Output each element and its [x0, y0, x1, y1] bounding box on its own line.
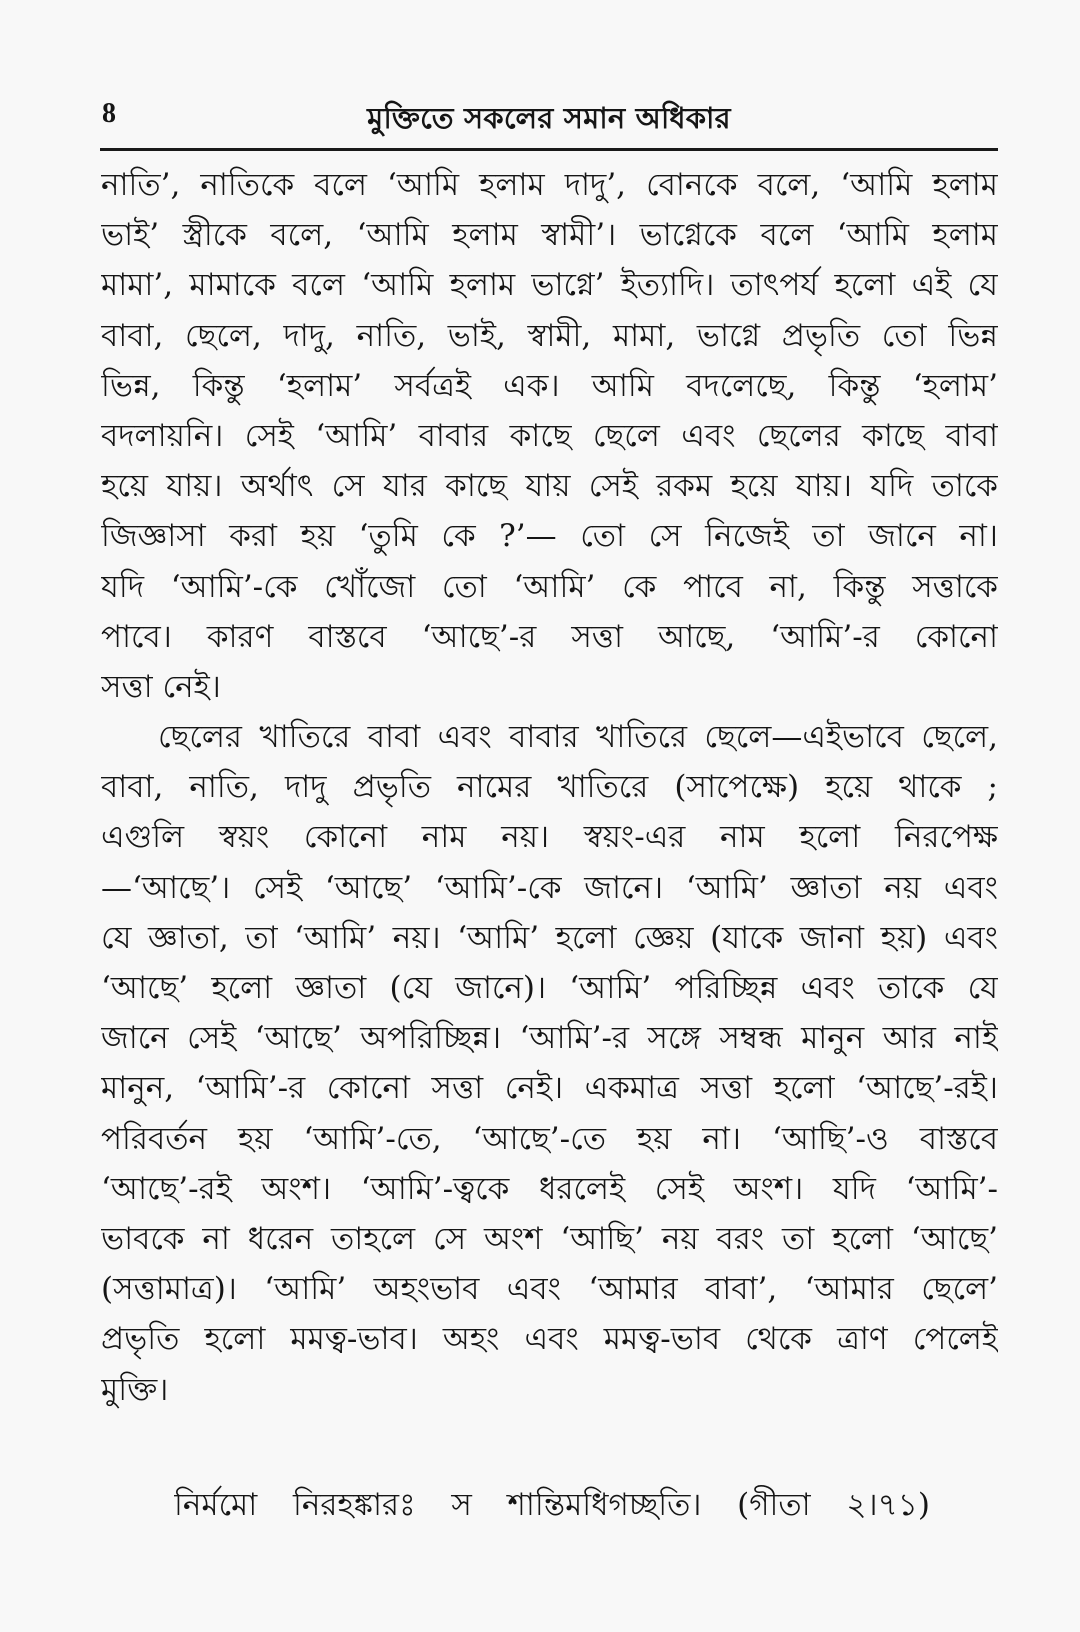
body-line: মুক্তি। — [101, 1371, 169, 1408]
body-line: পাবে। কারণ বাস্তবে ‘আছে’-র সত্তা আছে, ‘আমি’-র কোনো — [101, 618, 998, 655]
body-line: জিজ্ঞাসা করা হয় ‘তুমি কে ?’— তো সে নিজেই তা জানে না। — [101, 518, 998, 555]
body-line: ছেলের খাতিরে বাবা এবং বাবার খাতিরে ছেলে—এইভাবে ছেলে, — [158, 719, 998, 756]
body-line: ‘আছে’-রই অংশ। ‘আমি’-ত্বকে ধরলেই সেই অংশ। যদি ‘আমি’- — [101, 1170, 998, 1207]
body-line: নাতি’, নাতিকে বলে ‘আমি হলাম দাদু’, বোনকে বলে, ‘আমি হলাম — [101, 167, 998, 203]
body-line: (সত্তামাত্র)। ‘আমি’ অহংভাব এবং ‘আমার বাবা’, ‘আমার ছেলে’ — [101, 1271, 998, 1308]
body-line: পরিবর্তন হয় ‘আমি’-তে, ‘আছে’-তে হয় না। ‘আছি’-ও বাস্তবে — [101, 1120, 998, 1157]
body-line: ভাবকে না ধরেন তাহলে সে অংশ ‘আছি’ নয় বরং তা হলো ‘আছে’ — [101, 1220, 998, 1257]
body-line: সত্তা নেই। — [101, 668, 221, 705]
page-body — [101, 160, 998, 1415]
body-line: যে জ্ঞাতা, তা ‘আমি’ নয়। ‘আমি’ হলো জ্ঞেয় (যাকে জানা হয়) এবং — [101, 919, 998, 956]
body-line: বাবা, ছেলে, দাদু, নাতি, ভাই, স্বামী, মামা, ভাগ্নে প্রভৃতি তো ভিন্ন — [101, 317, 998, 354]
body-line: বদলায়নি। সেই ‘আমি’ বাবার কাছে ছেলে এবং ছেলের কাছে বাবা — [101, 417, 998, 454]
running-title: মুক্তিতে সকলের সমান অধিকার — [367, 101, 731, 135]
body-line: প্রভৃতি হলো মমত্ব-ভাব। অহং এবং মমত্ব-ভাব থেকে ত্রাণ পেলেই — [101, 1321, 998, 1358]
body-line: এগুলি স্বয়ং কোনো নাম নয়। স্বয়ং-এর নাম হলো নিরপেক্ষ — [101, 819, 998, 856]
body-line: বাবা, নাতি, দাদু প্রভৃতি নামের খাতিরে (সাপেক্ষে) হয়ে থাকে ; — [101, 769, 998, 806]
body-line: জানে সেই ‘আছে’ অপরিচ্ছিন্ন। ‘আমি’-র সঙ্গে সম্বন্ধ মানুন আর নাই — [101, 1020, 998, 1057]
body-line: —‘আছে’। সেই ‘আছে’ ‘আমি’-কে জানে। ‘আমি’ জ্ঞাতা নয় এবং — [101, 869, 998, 906]
gita-quote: নির্মমো নিরহঙ্কারঃ স শান্তিমধিগচ্ছতি। (গীতা ২।৭১) — [174, 1487, 930, 1523]
body-line: যদি ‘আমি’-কে খোঁজো তো ‘আমি’ কে পাবে না, কিন্তু সত্তাকে — [101, 568, 998, 605]
body-line: হয়ে যায়। অর্থাৎ সে যার কাছে যায় সেই রকম হয়ে যায়। যদি তাকে — [101, 468, 998, 505]
page-header — [100, 90, 998, 146]
header-rule — [100, 148, 998, 151]
body-line: মানুন, ‘আমি’-র কোনো সত্তা নেই। একমাত্র সত্তা হলো ‘আছে’-রই। — [101, 1070, 998, 1107]
page-number: 8 — [102, 98, 116, 129]
body-line: ভিন্ন, কিন্তু ‘হলাম’ সর্বত্রই এক। আমি বদলেছে, কিন্তু ‘হলাম’ — [101, 367, 998, 404]
body-line: ‘আছে’ হলো জ্ঞাতা (যে জানে)। ‘আমি’ পরিচ্ছিন্ন এবং তাকে যে — [101, 970, 998, 1006]
body-line: ভাই’ স্ত্রীকে বলে, ‘আমি হলাম স্বামী’। ভাগ্নেকে বলে ‘আমি হলাম — [101, 217, 998, 254]
body-line: মামা’, মামাকে বলে ‘আমি হলাম ভাগ্নে’ ইত্যাদি। তাৎপর্য হলো এই যে — [101, 267, 998, 304]
